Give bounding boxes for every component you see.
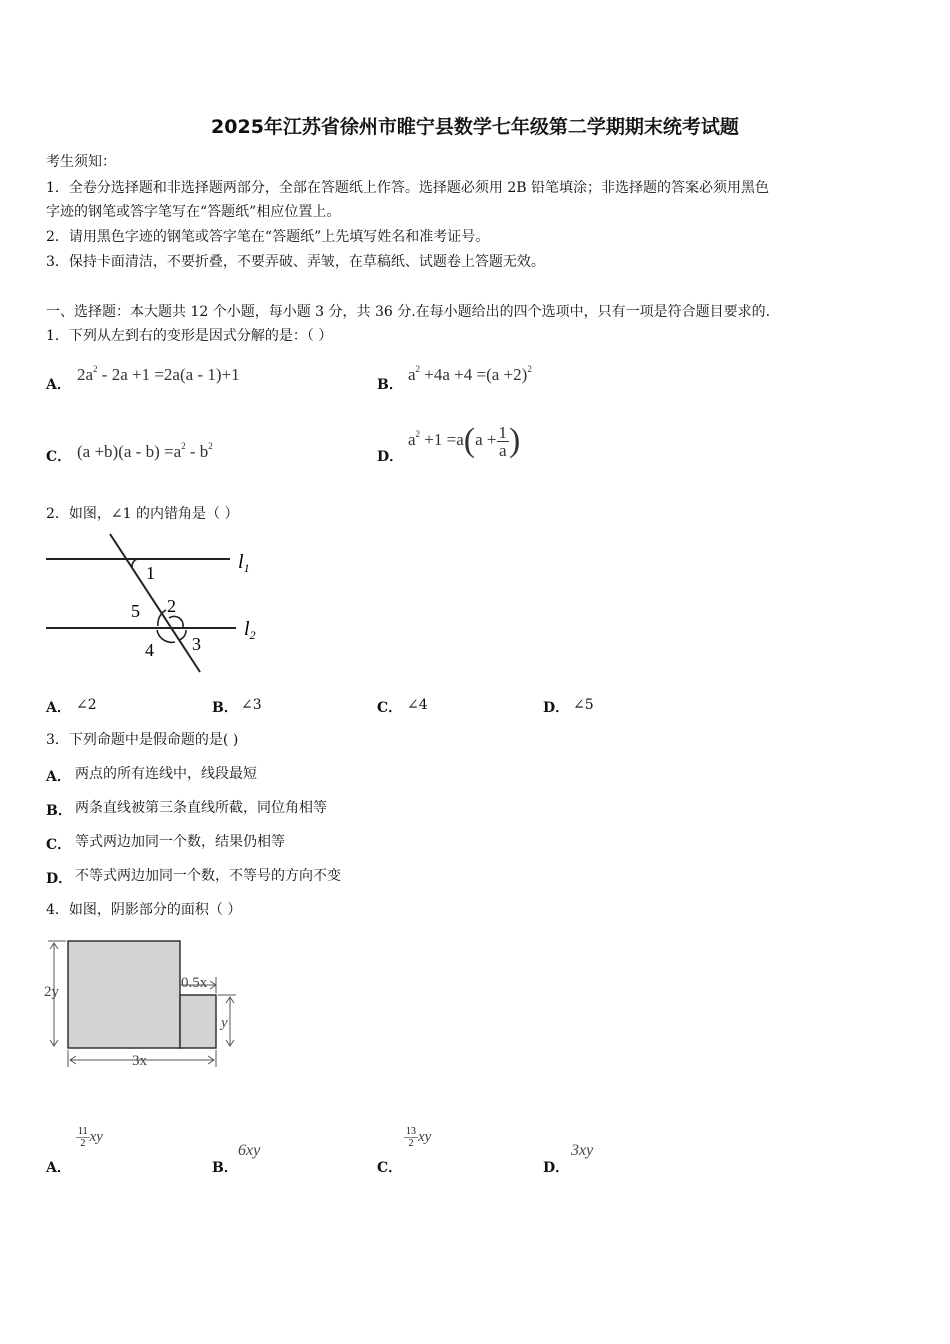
- q1-label-d: D．: [377, 449, 404, 465]
- q4-a-var: xy: [89, 1129, 103, 1146]
- q4-stem: 4．如图，阴影部分的面积（ ）: [46, 902, 242, 918]
- q1-b-exp2: 2: [527, 364, 532, 374]
- label-l1-letter: l: [238, 551, 244, 573]
- q1-option-d[interactable]: $a^2 +1 =a(a$ + $\frac{1}{a}$ ): [408, 422, 521, 460]
- q4-c-var: xy: [418, 1129, 432, 1146]
- q2-option-b[interactable]: ∠3: [241, 697, 262, 713]
- q3-label-c: C．: [46, 837, 72, 853]
- q2-label-b: B．: [212, 700, 238, 716]
- q1-d-part3: a +: [475, 429, 497, 449]
- q1-d-exp: 2: [415, 428, 421, 439]
- q4-c-den: 2: [408, 1138, 414, 1149]
- notice-line-1: 1．全卷分选择题和非选择题两部分，全部在答题纸上作答。选择题必须用 2B 铅笔填涂；非选择题的答案必须用黑色: [46, 180, 769, 196]
- q1-d-part2: +1 =a: [420, 429, 464, 449]
- q1-b-part2: +4a +4 =(a +2): [420, 365, 528, 384]
- q1-option-c[interactable]: [77, 441, 213, 462]
- q1-c-part: (a +b)(a - b) =a: [77, 442, 182, 461]
- q1-option-b[interactable]: [408, 364, 532, 385]
- q1-a-part: 2a: [77, 365, 94, 384]
- angle-4-arc: [157, 630, 175, 642]
- q3-option-b[interactable]: 两条直线被第三条直线所截，同位角相等: [75, 800, 327, 816]
- q1-c-part2: - b: [185, 442, 209, 461]
- label-l2-letter: l: [244, 618, 250, 640]
- q4-c-fraction: [404, 1126, 418, 1149]
- q2-figure: [40, 530, 280, 675]
- dim-bottom-label: 3x: [132, 1053, 147, 1069]
- q1-a-exp: 2: [93, 364, 98, 374]
- q3-option-c[interactable]: 等式两边加同一个数，结果仍相等: [75, 834, 285, 850]
- small-rectangle: [180, 995, 216, 1048]
- q4-option-b[interactable]: 6xy: [238, 1142, 261, 1159]
- label-l1-sub: 1: [243, 561, 250, 575]
- q3-stem: 3．下列命题中是假命题的是( ): [46, 732, 239, 748]
- q1-d-part: a: [408, 429, 416, 449]
- q1-label-a: A．: [46, 377, 71, 393]
- dim-right-label: y: [221, 1015, 228, 1031]
- q4-label-b: B．: [212, 1160, 238, 1176]
- q1-a-part2: - 2a +1 =2a(a - 1)+1: [97, 365, 240, 384]
- label-l1: [238, 551, 250, 575]
- q2-label-a: A．: [46, 700, 71, 716]
- q3-label-d: D．: [46, 871, 73, 887]
- q1-d-fraction: [497, 424, 510, 459]
- q4-figure: [40, 935, 245, 1073]
- q3-option-d[interactable]: 不等式两边加同一个数，不等号的方向不变: [75, 868, 341, 884]
- angle-label-2: 2: [167, 596, 176, 616]
- q1-label-b: B．: [377, 377, 403, 393]
- angle-1-arc: [132, 559, 137, 567]
- label-l2-sub: 2: [249, 628, 256, 642]
- q4-label-c: C．: [377, 1160, 403, 1176]
- large-rectangle: [68, 941, 180, 1048]
- q4-option-c[interactable]: [404, 1126, 431, 1149]
- q1-label-c: C．: [46, 449, 72, 465]
- q1-d-numerator: 1: [498, 422, 507, 442]
- transversal: [110, 534, 200, 672]
- q3-option-a[interactable]: 两点的所有连线中，线段最短: [75, 766, 257, 782]
- q4-label-a: A．: [46, 1160, 71, 1176]
- q4-a-fraction: [76, 1126, 90, 1149]
- angle-3-arc: [179, 630, 186, 640]
- section-heading: 一、选择题：本大题共 12 个小题，每小题 3 分，共 36 分.在每小题给出的四个选项中，只有一项是符合题目要求的.: [46, 304, 771, 320]
- notice-line-1-cont: 字迹的钢笔或答字笔写在“答题纸”相应位置上。: [46, 204, 341, 220]
- q1-c-exp2: 2: [208, 441, 213, 451]
- notice-heading: 考生须知：: [46, 154, 116, 170]
- q2-label-c: C．: [377, 700, 403, 716]
- q1-b-part: a: [408, 365, 416, 384]
- q4-c-num: 13: [406, 1126, 416, 1137]
- q4-option-a[interactable]: [76, 1126, 103, 1149]
- page-title: 2025年江苏省徐州市睢宁县数学七年级第二学期期末统考试题: [211, 116, 739, 138]
- q1-b-exp: 2: [415, 364, 421, 374]
- angle-2-arc: [169, 616, 183, 627]
- q3-label-b: B．: [46, 803, 72, 819]
- q4-option-d[interactable]: 3xy: [571, 1142, 594, 1159]
- q4-label-d: D．: [543, 1160, 570, 1176]
- q4-a-den: 2: [80, 1138, 86, 1149]
- label-l2: [244, 618, 256, 642]
- angle-label-1: 1: [146, 563, 155, 583]
- q1-d-denominator: a: [498, 440, 507, 460]
- q2-option-c[interactable]: ∠4: [407, 697, 428, 713]
- angle-label-5: 5: [131, 601, 140, 621]
- q2-option-d[interactable]: ∠5: [573, 697, 594, 713]
- q2-option-a[interactable]: ∠2: [76, 697, 97, 713]
- notice-line-2: 2．请用黑色字迹的钢笔或答字笔在“答题纸”上先填写姓名和准考证号。: [46, 229, 490, 245]
- dim-top-label: 0.5x: [181, 975, 208, 991]
- q2-label-d: D．: [543, 700, 570, 716]
- q3-label-a: A．: [46, 769, 71, 785]
- notice-line-3: 3．保持卡面清洁，不要折叠，不要弄破、弄皱，在草稿纸、试题卷上答题无效。: [46, 254, 545, 270]
- angle-label-4: 4: [145, 640, 154, 660]
- q4-a-num: 11: [78, 1126, 88, 1137]
- q1-option-a[interactable]: [77, 364, 240, 385]
- angle-label-3: 3: [192, 634, 201, 654]
- dim-left-label: 2y: [44, 984, 59, 1000]
- q2-stem: 2．如图，∠1 的内错角是（ ）: [46, 506, 239, 522]
- q1-c-exp: 2: [181, 441, 186, 451]
- q1-stem: 1．下列从左到右的变形是因式分解的是：（ ）: [46, 328, 333, 344]
